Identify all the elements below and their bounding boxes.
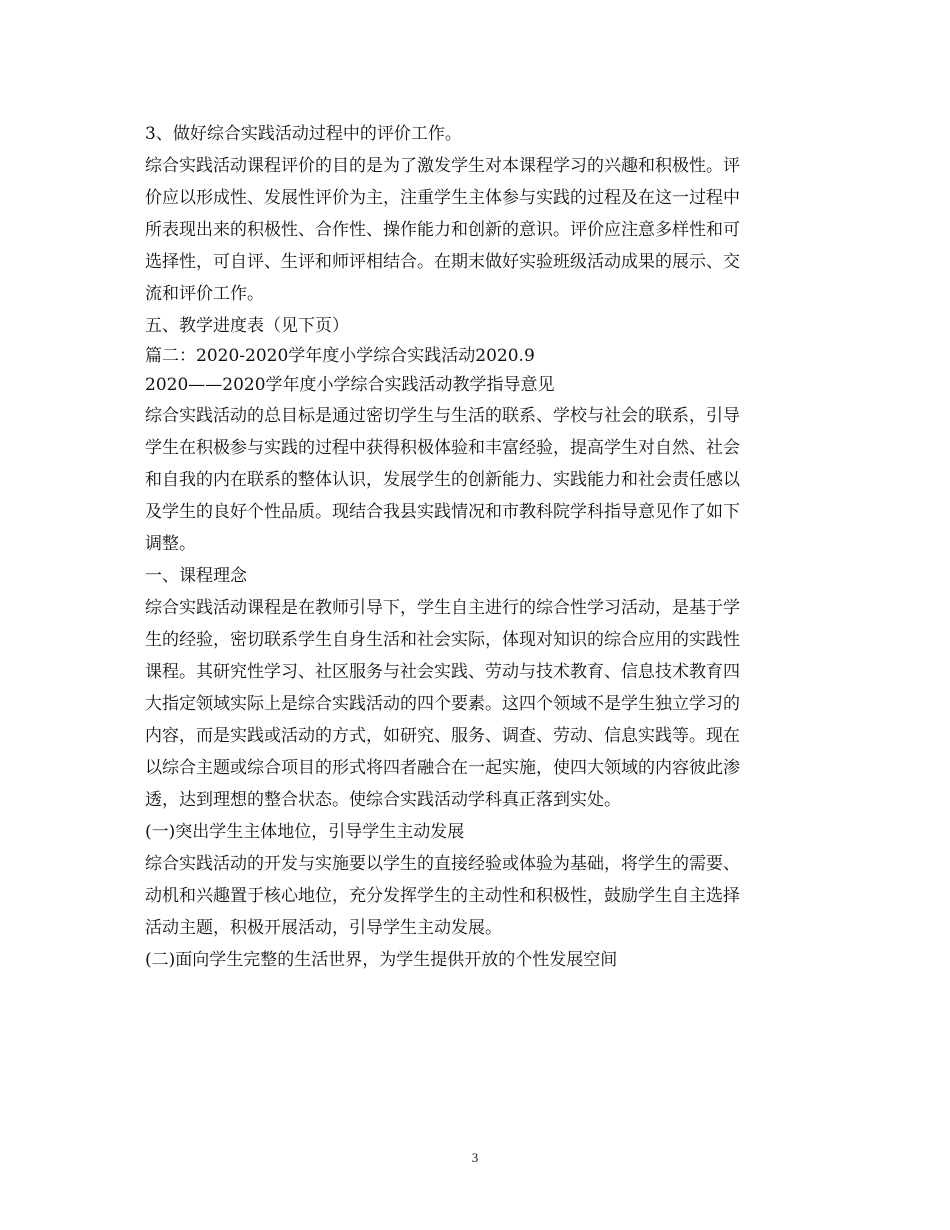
section-heading-evaluation: 3、做好综合实践活动过程中的评价工作。 — [145, 124, 462, 144]
section-heading-philosophy: 一、课程理念 — [145, 566, 247, 586]
paragraph-line: 调整。 — [145, 534, 196, 554]
paragraph-line: 所表现出来的积极性、合作性、操作能力和创新的意识。评价应注意多样性和可 — [145, 220, 740, 240]
paragraph-line: 大指定领域实际上是综合实践活动的四个要素。这四个领域不是学生独立学习的 — [145, 694, 740, 714]
paragraph-line: 选择性，可自评、生评和师评相结合。在期末做好实验班级活动成果的展示、交 — [145, 252, 740, 272]
paragraph-line: 价应以形成性、发展性评价为主，注重学生主体参与实践的过程及在这一过程中 — [145, 188, 740, 208]
paragraph-line: 以综合主题或综合项目的形式将四者融合在一起实施，使四大领域的内容彼此渗 — [145, 758, 740, 778]
paragraph-line: 学生在积极参与实践的过程中获得积极体验和丰富经验，提高学生对自然、社会 — [145, 438, 740, 458]
paragraph-line: 综合实践活动的总目标是通过密切学生与生活的联系、学校与社会的联系，引导 — [145, 406, 740, 426]
paragraph-line: 内容，而是实践或活动的方式，如研究、服务、调查、劳动、信息实践等。现在 — [145, 726, 740, 746]
subsection-heading-2: (二)面向学生完整的生活世界，为学生提供开放的个性发展空间 — [145, 950, 618, 970]
paragraph-line: 综合实践活动的开发与实施要以学生的直接经验或体验为基础，将学生的需要、 — [145, 854, 740, 874]
paragraph-line: 流和评价工作。 — [145, 284, 264, 304]
paragraph-line: 及学生的良好个性品质。现结合我县实践情况和市教科院学科指导意见作了如下 — [145, 502, 740, 522]
article-heading: 篇二：2020-2020学年度小学综合实践活动2020.9 — [145, 346, 535, 366]
paragraph-line: 综合实践活动课程是在教师引导下，学生自主进行的综合性学习活动，是基于学 — [145, 598, 740, 618]
paragraph-line: 活动主题，积极开展活动，引导学生主动发展。 — [145, 918, 502, 938]
section-heading-schedule: 五、教学进度表（见下页） — [145, 316, 349, 336]
page-body — [145, 118, 810, 976]
paragraph-line: 透，达到理想的整合状态。使综合实践活动学科真正落到实处。 — [145, 790, 621, 810]
paragraph-line: 动机和兴趣置于核心地位，充分发挥学生的主动性和积极性，鼓励学生自主选择 — [145, 886, 740, 906]
paragraph-line: 和自我的内在联系的整体认识，发展学生的创新能力、实践能力和社会责任感以 — [145, 470, 740, 490]
subsection-heading-1: (一)突出学生主体地位，引导学生主动发展 — [145, 822, 465, 842]
article-title: 2020——2020学年度小学综合实践活动教学指导意见 — [145, 375, 555, 395]
paragraph-line: 综合实践活动课程评价的目的是为了激发学生对本课程学习的兴趣和积极性。评 — [145, 156, 740, 176]
paragraph-line: 课程。其研究性学习、社区服务与社会实践、劳动与技术教育、信息技术教育四 — [145, 662, 740, 682]
paragraph-line: 生的经验，密切联系学生自身生活和社会实际，体现对知识的综合应用的实践性 — [145, 630, 740, 650]
page-number: 3 — [471, 1150, 479, 1165]
